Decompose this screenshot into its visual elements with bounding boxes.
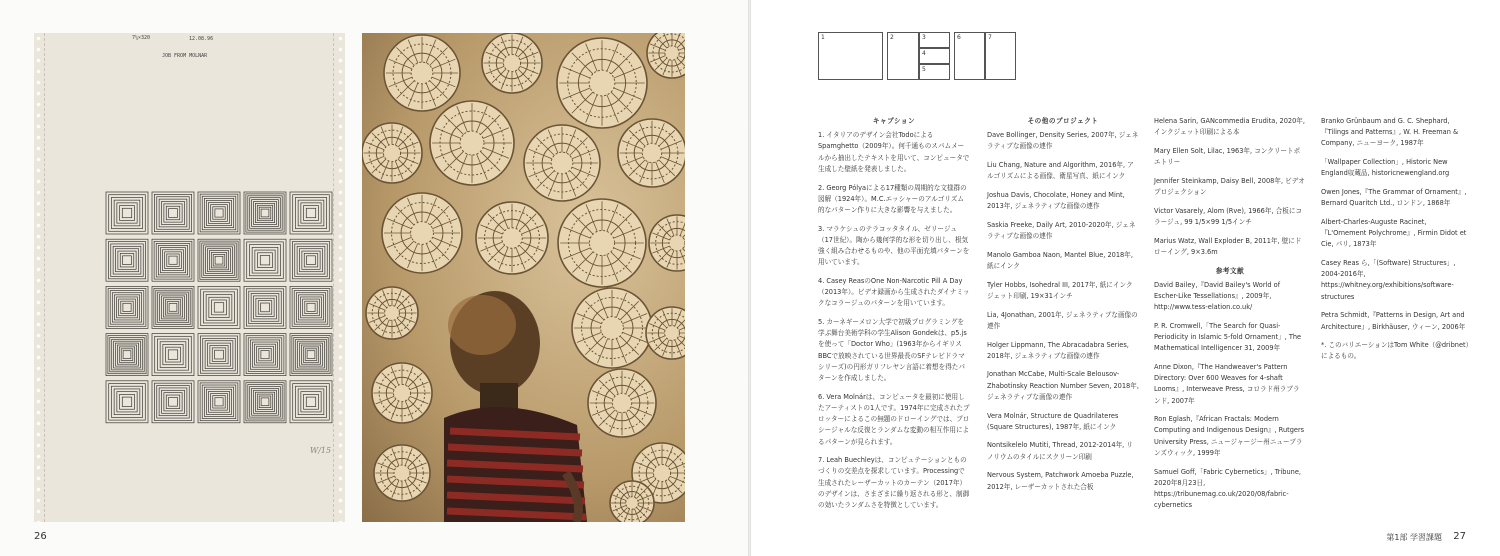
plotter-square	[307, 303, 315, 311]
reference-item: Petra Schmidt,『Patterns in Design, Art and Architecture』, Birkhäuser, ウィーン, 2006年	[1321, 311, 1466, 331]
curtain-rosette	[384, 35, 460, 111]
plotter-square	[301, 297, 322, 318]
plotter-square	[294, 337, 328, 371]
plotter-square	[168, 350, 177, 359]
plotter-square	[290, 334, 332, 376]
plotter-square	[209, 251, 228, 270]
plotter-square	[152, 334, 194, 376]
curtain-rosette	[618, 119, 685, 187]
caption-item: 7. Leah Buechleyは、コンピュテーションとものづくりの交差点を探求しています。Processingで生成されたレーザーカットのカーテン（2017年）のデザインは、さまざまに繰り返される形と、制御の効いたランダムさを特徴としています。	[818, 456, 970, 510]
plotter-square	[303, 299, 320, 316]
thumb-4: 4	[919, 48, 950, 64]
plotter-square	[119, 299, 136, 316]
other-projects-heading: その他のプロジェクト	[1027, 117, 1099, 125]
plotter-square	[164, 393, 182, 411]
caption-item: 5. カーネギーメロン大学で初級プログラミングを学ぶ舞台美術学科の学生Alison Gondekは、p5.jsを使って「Doctor Who」(1963年からイギリスBBCで放映されている世界最長のSFテレビドラマシリーズ)の円形ガリフレヤン言語に着想を得たパターンを作成しました。	[818, 318, 967, 383]
thumb-7: 7	[985, 32, 1016, 80]
plotter-square	[246, 336, 284, 374]
project-item: Saskia Freeke, Daily Art, 2010-2020年, ジェネラティブな画像の連作	[987, 220, 1136, 241]
plotter-square	[114, 295, 139, 320]
figure-laser-cut-curtain-photo	[362, 33, 685, 522]
plotter-square	[248, 196, 282, 230]
project-item: Marius Watz, Wall Exploder B, 2011年, 壁にドローイング, 9×3.6m	[1154, 236, 1302, 256]
plotter-square	[246, 289, 283, 326]
plotter-square	[202, 196, 236, 230]
plotter-square	[301, 345, 320, 364]
curtain-rosette	[366, 287, 418, 339]
plotter-square	[297, 246, 325, 274]
plotter-square	[117, 345, 136, 364]
plotter-square	[206, 295, 232, 321]
plotter-square	[211, 205, 228, 222]
plotter-square	[162, 390, 185, 413]
plotter-square	[292, 242, 329, 279]
plotter-square	[106, 239, 148, 281]
plotter-square	[307, 256, 316, 265]
project-item: Vera Molnár, Structure de Quadrilateres (Square Structures), 1987年, 紙にインク	[987, 411, 1119, 431]
plotter-square	[252, 247, 278, 273]
perforation-left	[44, 33, 46, 522]
reference-item: P. R. Cromwell,「The Search for Quasi-Periodicity in Islamic 5-fold Ornament」, The Mathematical Intelligencer 31, 2009年	[1154, 321, 1302, 353]
page-number-right: 27	[1453, 531, 1466, 542]
plotter-square	[111, 386, 142, 417]
plotter-square	[296, 339, 327, 370]
plotter-square	[215, 350, 224, 359]
plotter-square	[292, 289, 330, 327]
plotter-square	[250, 198, 281, 229]
plotter-square	[260, 255, 269, 264]
project-item: Holger Lippmann, The Abracadabra Series, 2018年, ジェネラティブな画像の連作	[987, 340, 1129, 360]
plotter-square	[120, 206, 135, 221]
plotter-square	[302, 251, 320, 269]
curtain-rosette	[482, 33, 542, 93]
plotter-square	[255, 344, 276, 365]
left-page	[0, 0, 749, 556]
plotter-square	[160, 342, 186, 368]
plotter-square	[152, 192, 194, 234]
artist-signature: W/15	[310, 446, 332, 455]
plotter-square	[119, 347, 134, 362]
plotter-square	[303, 347, 318, 362]
reference-item: Casey Reas ら,「(Software) Structures」, 2004-2016年, https://whitney.org/exhibitions/software-structures	[1321, 259, 1456, 301]
plotter-square	[123, 351, 131, 359]
curtain-rosette	[362, 123, 422, 183]
project-item: Nontsikelelo Mutiti, Thread, 2012-2014年, リノリウムのタイルにスクリーン印刷	[987, 441, 1133, 461]
project-item: Victor Vasarely, Alom (Rve), 1966年, 合板にコラージュ, 99 1/5×99 1/5インチ	[1154, 206, 1303, 226]
caption-item: 1. イタリアのデザイン会社TodoによるSpamghetto（2009年）。何千通ものスパムメールから抽出したテキストを用いて、コンピュータで生成した壁紙を発表しました。	[818, 131, 970, 173]
plotter-square	[163, 298, 182, 317]
curtain-rosette	[610, 481, 654, 522]
plotter-square	[248, 338, 282, 372]
child-silhouette	[444, 291, 587, 522]
page-number-left: 26	[34, 531, 47, 542]
plotter-square	[252, 342, 277, 367]
plotter-square	[166, 347, 181, 362]
plotter-square	[304, 206, 319, 221]
curtain-rosette	[374, 445, 430, 501]
plotter-square	[211, 253, 226, 268]
project-item: Dave Bollinger, Density Series, 2007年, ジェネラティブな画像の連作	[987, 131, 1139, 151]
plotter-square	[106, 334, 148, 376]
plotter-square	[204, 245, 235, 276]
plotter-square	[307, 351, 315, 359]
plotter-square	[123, 303, 131, 311]
references-column	[1321, 116, 1471, 370]
plotter-square	[120, 394, 135, 409]
running-head: 第1部 学習課題	[1386, 533, 1442, 542]
plotter-square	[298, 389, 324, 415]
plotter-square	[202, 243, 236, 277]
curtain-rosette	[476, 202, 548, 274]
plotter-square	[206, 389, 231, 414]
plotter-square	[210, 345, 228, 363]
plotter-square	[244, 286, 286, 328]
plotter-square	[162, 202, 185, 225]
plotter-square	[298, 200, 324, 226]
plotter-square	[165, 252, 182, 269]
plotter-square	[290, 381, 332, 423]
plotter-square	[256, 298, 274, 316]
plotter-square	[160, 248, 185, 273]
plotter-square	[306, 208, 315, 217]
plotter-square	[159, 388, 187, 416]
curtain-rosette	[649, 215, 685, 271]
plotter-square	[215, 209, 223, 217]
plotter-square	[158, 292, 189, 323]
reference-item: Owen Jones,『The Grammar of Ornament』, Bernard Quaritch Ltd., ロンドン, 1868年	[1321, 188, 1467, 208]
project-item: Nervous System, Patchwork Amoeba Puzzle, 2012年, レーザーカットされた合板	[987, 471, 1134, 491]
plotter-square	[212, 348, 226, 362]
plotter-square	[154, 194, 191, 231]
plotter-square	[200, 383, 238, 421]
plotter-square	[159, 199, 187, 227]
plotter-square	[255, 203, 274, 222]
header-title: JOB FROM MOLNAR	[162, 53, 208, 59]
plotter-square	[251, 294, 279, 322]
plotter-square	[244, 239, 286, 281]
plotter-square	[306, 397, 315, 406]
plotter-square	[198, 239, 240, 281]
project-item: Mary Ellen Solt, Lilac, 1963年, コンクリートポエトリー	[1154, 146, 1301, 167]
plotter-square	[110, 291, 144, 325]
plotter-square	[261, 303, 270, 312]
plotter-square	[106, 381, 148, 423]
plotter-square	[209, 203, 230, 224]
reference-item: Samuel Goff,「Fabric Cybernetics」, Tribune, 2020年8月23日, https://tribunemag.co.uk/2020/08/fabric-cybernetics	[1154, 467, 1302, 510]
concentric-squares-grid	[104, 190, 334, 426]
plotter-square	[169, 397, 178, 406]
plotter-square	[215, 398, 223, 406]
plotter-square	[295, 197, 326, 228]
plotter-square	[156, 243, 190, 277]
plotter-square	[108, 242, 145, 279]
projects-and-references-column	[1154, 116, 1306, 519]
plotter-square	[215, 256, 223, 264]
curtain-rosette	[647, 33, 685, 78]
plotter-square	[212, 300, 227, 315]
plotter-square	[163, 250, 184, 271]
plotter-square	[211, 393, 228, 410]
captions-column	[818, 116, 970, 519]
thumb-1: 1	[818, 32, 883, 80]
plotter-square	[157, 339, 188, 370]
curtain-rosette	[572, 288, 652, 368]
plotter-square	[298, 295, 323, 320]
plotter-square	[154, 241, 192, 279]
right-page	[751, 0, 1500, 556]
plotter-square	[116, 249, 139, 272]
plotter-square	[113, 246, 141, 274]
plotter-square	[206, 200, 231, 225]
project-item: Tyler Hobbs, Isohedral III, 2017年, 紙にインクジェット印刷, 19×31インチ	[987, 280, 1133, 300]
plotter-square	[250, 387, 281, 418]
plotter-square	[169, 256, 177, 264]
reference-item: Branko Grünbaum and G. C. Shephard,『Tilings and Patterns』, W. H. Freeman & Company, ニューヨーク, 1987年	[1321, 117, 1459, 148]
plotter-square	[248, 385, 282, 419]
plotter-square	[261, 350, 269, 358]
plotter-square	[208, 343, 231, 366]
plotter-square	[255, 392, 274, 411]
curtain-rosette	[558, 199, 646, 287]
curtain-rosette	[646, 307, 685, 359]
plotter-square	[304, 394, 319, 409]
plotter-square	[261, 209, 269, 217]
plotter-square	[106, 192, 148, 234]
project-item: Joshua Davis, Chocolate, Honey and Mint, 2013年, ジェネラティブな画像の連作	[987, 191, 1125, 211]
plotter-square	[208, 249, 231, 272]
plotter-square	[205, 341, 233, 369]
thumb-6: 6	[954, 32, 985, 80]
curtain-rosette	[382, 193, 462, 273]
project-item: Jennifer Steinkamp, Daisy Bell, 2008年, ビデオプロジェクション	[1154, 176, 1305, 197]
caption-item: 2. Georg Pólyaによる17種類の周期的な文様群の図解（1924年）。M.C.エッシャーのアルゴリズム的なパターン作りに大きな影響を与えました。	[818, 183, 967, 214]
references-heading: 参考文献	[1215, 266, 1245, 275]
project-item: Manolo Gamboa Naon, Mantel Blue, 2018年, 紙にインク	[987, 250, 1133, 271]
plotter-square	[110, 337, 144, 371]
plotter-square	[152, 381, 194, 423]
header-date: 12.08.96	[189, 36, 214, 42]
plotter-square	[203, 292, 234, 323]
plotter-square	[112, 339, 143, 370]
plotter-square	[257, 394, 272, 409]
reference-item: Albert-Charles-Auguste Racinet,『L'Ornement Polychrome』, Firmin Didot et Cie, パリ, 1873年	[1321, 217, 1467, 249]
project-item: Helena Sarin, GANcommedia Erudita, 2020年, インクジェット印刷による本	[1154, 117, 1305, 137]
project-item: Jonathan McCabe, Multi-Scale Belousov-Zhabotinsky Reaction Number Seven, 2018年, ジェネラティブな画像の連作	[987, 370, 1139, 401]
curtain-rosette	[524, 125, 600, 201]
plotter-square	[244, 381, 286, 423]
plotter-square	[169, 304, 177, 312]
reference-item: 「Wallpaper Collection」, Historic New England収蔵品, historicnewengland.org	[1321, 158, 1450, 178]
plotter-square	[114, 200, 140, 226]
plotter-square	[290, 239, 332, 281]
curtain-rosette	[588, 369, 656, 437]
plotter-square	[165, 300, 180, 315]
figure-molnar-plotter-drawing	[34, 33, 345, 522]
plotter-square	[209, 391, 230, 412]
reference-item: Anne Dixon,『The Handweaver's Pattern Directory: Over 600 Weaves for 4-shaft Looms』, Interweave Press, コロラド州ラブランド, 2007年	[1154, 362, 1300, 405]
thumb-2: 2	[887, 32, 919, 80]
caption-item: 3. マラケシュのテラコッタタイル、ゼリージュ（17世紀）。陶から幾何学的な形を切り出し、根気強く組み合わせるものや、他の平面充填パターンを用いています。	[818, 224, 970, 267]
plotter-square	[258, 253, 273, 268]
plotter-square	[200, 336, 237, 373]
plotter-square	[166, 206, 180, 220]
plotter-square	[122, 208, 131, 217]
header-number: 7¼×320	[132, 35, 151, 41]
tractor-feed-holes-right	[337, 33, 344, 522]
plotter-square	[156, 290, 190, 324]
plotter-square	[300, 249, 323, 272]
plotter-square	[123, 256, 132, 265]
caption-item: 6. Vera Molnárは、コンピュータを最初に使用したアーティストの1人です。1974年に完成されたプロッターによるこの無題のドローイングでは、プロシージャルな反復とランダムな変動の相互作用によるパターンが見られます。	[818, 392, 970, 446]
footnote: *. このバリエーションはTom White（@dribnet）によるもの。	[1321, 341, 1469, 361]
plotter-square	[152, 286, 194, 328]
caption-item: 4. Casey ReasのOne Non-Narcotic Pill A Day（2013年）。ビデオ録画から生成されたダイナミックなコラージュのパターンを用いています。	[818, 276, 970, 308]
plotter-square	[254, 296, 277, 319]
plotter-square	[114, 389, 140, 415]
plotter-square	[122, 397, 131, 406]
plotter-square	[214, 303, 223, 312]
project-item: Liu Chang, Nature and Algorithm, 2016年, アルゴリズムによる画像、衛星写真、紙にインク	[987, 161, 1134, 181]
plotter-square	[261, 398, 269, 406]
plotter-square	[164, 204, 182, 222]
plotter-square	[244, 192, 286, 234]
plotter-square	[169, 209, 178, 218]
plotter-square	[257, 346, 274, 363]
project-item: Lia, 4Jonathan, 2001年, ジェネラティブな画像の連作	[987, 310, 1138, 330]
curtain-rosette	[430, 101, 514, 185]
plotter-square	[198, 334, 240, 376]
reference-item: David Bailey,『David Bailey's World of Escher-Like Tessellations』, 2009年, http://www.tess-elation.co.uk/	[1154, 280, 1281, 312]
curtain-rosette	[557, 38, 647, 128]
captions-heading: キャプション	[872, 117, 916, 125]
plotter-square	[200, 194, 238, 232]
plotter-square	[198, 286, 240, 328]
plotter-square	[202, 385, 236, 419]
plotter-square	[108, 289, 146, 327]
other-projects-column	[987, 116, 1139, 500]
curtain-rosette	[372, 363, 432, 423]
plotter-square	[117, 297, 138, 318]
thumb-5: 5	[919, 64, 950, 80]
plotter-square	[257, 205, 272, 220]
plotter-square	[154, 383, 191, 420]
figure-thumbnail-map	[818, 32, 1050, 80]
plotter-square	[294, 291, 328, 325]
plotter-square	[295, 386, 326, 417]
plotter-square	[290, 192, 332, 234]
tractor-feed-holes-left	[35, 33, 42, 522]
laser-cut-curtain-pattern	[362, 33, 685, 522]
thumb-3: 3	[919, 32, 950, 48]
plotter-square	[111, 197, 142, 228]
plotter-square	[118, 251, 136, 269]
reference-item: Ron Eglash,『African Fractals: Modern Computing and Indigenous Design』, Rutgers University Press, ニュージャージー州ニューブランズウィック, 1999年	[1154, 415, 1305, 457]
plotter-square	[249, 245, 280, 276]
